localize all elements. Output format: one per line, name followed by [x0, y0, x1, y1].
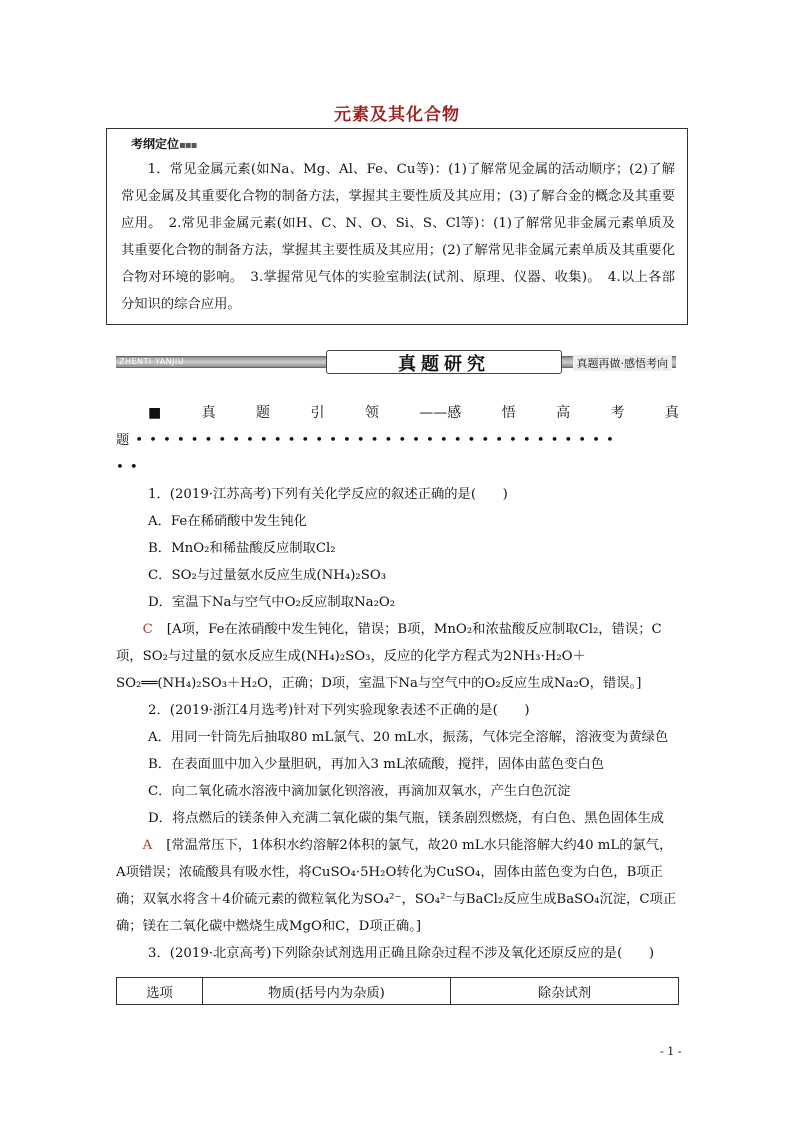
- q1-stem: 1．(2019·江苏高考)下列有关化学反应的叙述正确的是( ): [148, 487, 508, 502]
- table-header-cell: 物质(括号内为杂质): [203, 978, 451, 1005]
- q2-explanation: [常温常压下，1体积水约溶解2体积的氯气，故20 mL水只能溶解大约40 mL的氯气，A项错误；浓硫酸具有吸水性，将CuSO₄·5H₂O转化为CuSO₄，固体由蓝色变为白色，B项正确；双氧水将含＋4价硫元素的微粒氧化为SO₄²⁻，SO₄²⁻与BaCl₂反应生成BaSO₄沉淀，C项正确；镁在二氧化碳中燃烧生成MgO和C，D项正确。]: [116, 838, 677, 934]
- heading-dots-line: [116, 427, 681, 454]
- table-header-cell: 除杂试剂: [451, 978, 679, 1005]
- table-header-cell: 选项: [117, 978, 203, 1005]
- banner-right-text: 真题再做·感悟考向: [573, 355, 673, 371]
- heading-char: ——感: [419, 405, 462, 421]
- q2-option-c: C．向二氧化硫水溶液中滴加氯化钡溶液，再滴加双氧水，产生白色沉淀: [148, 784, 571, 799]
- heading-square: ■: [148, 405, 162, 421]
- heading-tail: 题: [116, 433, 136, 448]
- heading-char: 真: [664, 405, 679, 421]
- main-content: [116, 400, 681, 967]
- heading-dots: •••••••••••••••••••••••••••••••••••: [135, 433, 620, 448]
- banner-title: 真题研究: [398, 354, 490, 375]
- outline-box: [106, 128, 688, 325]
- outline-label-dots: ▪▪▪: [179, 140, 197, 151]
- q1-option-d: D．室温下Na与空气中O₂反应制取Na₂O₂: [148, 595, 396, 610]
- q2-option-d: D．将点燃后的镁条伸入充满二氧化碳的集气瓶，镁条剧烈燃烧，有白色、黑色固体生成: [148, 811, 664, 826]
- page-number: - 1 -: [660, 1045, 682, 1058]
- q3-stem: 3．(2019·北京高考)下列除杂试剂选用正确且除杂过程不涉及氧化还原反应的是( ): [148, 946, 655, 961]
- heading-char: 高: [556, 405, 571, 421]
- q1-option-b: B．MnO₂和稀盐酸反应制取Cl₂: [148, 541, 336, 556]
- banner-left-text: ZHENTI YANJIU: [119, 357, 185, 366]
- heading-char: 题: [256, 405, 271, 421]
- page-title: 元素及其化合物: [334, 105, 460, 125]
- q2-option-a: A．用同一针筒先后抽取80 mL氯气、20 mL水，振荡，气体完全溶解，溶液变为黄绿色: [148, 730, 669, 745]
- q1-explanation: [A项，Fe在浓硝酸中发生钝化，错误；B项，MnO₂和浓盐酸反应制取Cl₂，错误；C项，SO₂与过量的氨水反应生成(NH₄)₂SO₃，反应的化学方程式为2NH₃·H₂O＋SO₂══(NH₄)₂SO₃＋H₂O，正确；D项，室温下Na与空气中的O₂反应生成Na₂O，错误。]: [116, 622, 662, 691]
- q1-answer: [116, 616, 681, 697]
- q3-table: [116, 977, 679, 1005]
- q2-answer-letter: A: [142, 838, 153, 853]
- section-banner: [116, 352, 676, 375]
- outline-text: 1．常见金属元素(如Na、Mg、Al、Fe、Cu等)：(1)了解常见金属的活动顺序；(2)了解常见金属及其重要化合物的制备方法，掌握其主要性质及其应用；(3)了解合金的概念及其重要应用。 2.常见非金属元素(如H、C、N、O、Si、S、Cl等)：(1)了解常见非金属元素单质及其重要化合物的制备方法，掌握其主要性质及其应用；(2)了解常见非金属元素单质及其重要化合物对环境的影响。 3.掌握常见气体的实验室制法(试剂、原理、仪器、收集)。 4.以上各部分知识的综合应用。: [121, 162, 675, 312]
- q2-option-b: B．在表面皿中加入少量胆矾，再加入3 mL浓硫酸，搅拌，固体由蓝色变白色: [148, 757, 605, 772]
- outline-label-text: 考纲定位: [131, 137, 180, 151]
- section-heading: [116, 400, 681, 427]
- q1-option-a: A．Fe在稀硝酸中发生钝化: [148, 514, 307, 529]
- heading-char: 领: [364, 405, 379, 421]
- table-header-row: [117, 978, 679, 1005]
- q2-stem: 2．(2019·浙江4月选考)针对下列实验现象表述不正确的是( ): [148, 703, 530, 718]
- q1-option-c: C．SO₂与过量氨水反应生成(NH₄)₂SO₃: [148, 568, 387, 583]
- heading-dots-line-2: ••: [116, 460, 144, 475]
- heading-char: 悟: [501, 405, 516, 421]
- heading-char: 考: [610, 405, 625, 421]
- outline-label: [131, 135, 675, 152]
- heading-char: 引: [310, 405, 325, 421]
- q1-answer-letter: C: [142, 622, 153, 637]
- q2-answer: [116, 832, 681, 940]
- heading-char: 真: [201, 405, 216, 421]
